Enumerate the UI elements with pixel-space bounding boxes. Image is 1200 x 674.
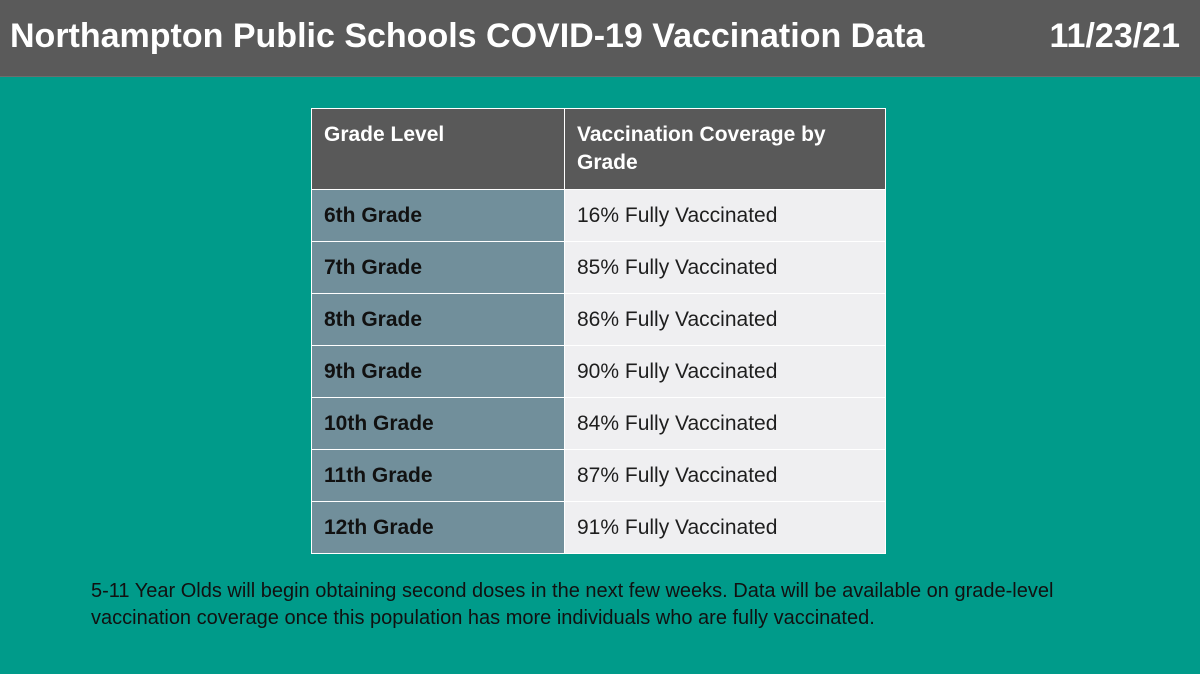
coverage-cell: 91% Fully Vaccinated [565, 502, 886, 554]
table-row [312, 450, 886, 502]
coverage-cell: 16% Fully Vaccinated [565, 190, 886, 242]
footnote-text: 5-11 Year Olds will begin obtaining second doses in the next few weeks. Data will be available on grade-level vaccination coverage once this population has more individuals who are fully vaccinated. [91, 580, 1054, 629]
grade-cell: 7th Grade [312, 242, 565, 294]
coverage-cell: 85% Fully Vaccinated [565, 242, 886, 294]
header-bar [0, 0, 1200, 77]
grade-cell: 11th Grade [312, 450, 565, 502]
grade-cell: 8th Grade [312, 294, 565, 346]
vaccination-table [311, 108, 886, 554]
grade-cell: 12th Grade [312, 502, 565, 554]
coverage-cell: 90% Fully Vaccinated [565, 346, 886, 398]
page-title: Northampton Public Schools COVID-19 Vaccination Data [10, 17, 925, 55]
header-grade-level: Grade Level [312, 109, 565, 190]
table-row [312, 346, 886, 398]
coverage-cell: 84% Fully Vaccinated [565, 398, 886, 450]
header-vaccination-coverage: Vaccination Coverage by Grade [565, 109, 886, 190]
table-row [312, 190, 886, 242]
table-row [312, 502, 886, 554]
table-header-row [312, 109, 886, 190]
grade-cell: 10th Grade [312, 398, 565, 450]
grade-cell: 9th Grade [312, 346, 565, 398]
coverage-cell: 86% Fully Vaccinated [565, 294, 886, 346]
coverage-cell: 87% Fully Vaccinated [565, 450, 886, 502]
table-row [312, 242, 886, 294]
table-row [312, 294, 886, 346]
date-label: 11/23/21 [1049, 17, 1180, 55]
grade-cell: 6th Grade [312, 190, 565, 242]
table-row [312, 398, 886, 450]
